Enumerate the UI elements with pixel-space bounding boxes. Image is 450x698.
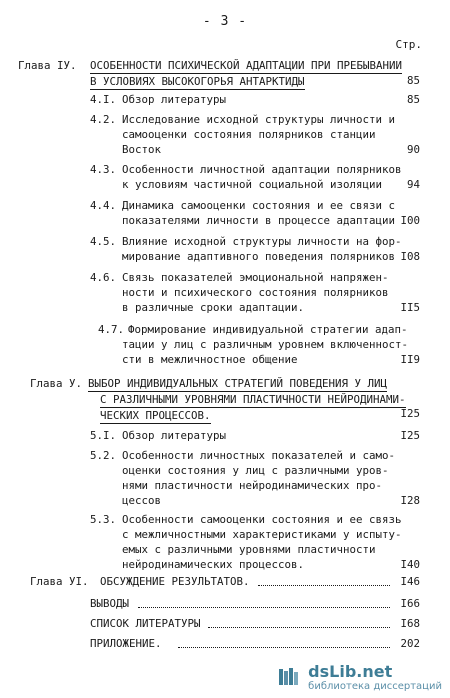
toc-title — [122, 448, 395, 508]
toc-title-line: ности и психического состояния полярников — [122, 286, 389, 299]
toc-page: I00 — [400, 214, 420, 227]
toc-label: 5.3. — [90, 513, 117, 526]
toc-title-line: тации у лиц с различным уровнем включенност- — [122, 338, 409, 351]
toc-title-line: В УСЛОВИЯХ ВЫСОКОГОРЬЯ АНТАРКТИДЫ — [90, 75, 305, 88]
toc-title-line: Особенности личностных показателей и само- — [122, 449, 396, 462]
toc-title-line: сти в межличностное общение — [122, 353, 298, 366]
toc-title-line: Исследование исходной структуры личности и — [122, 113, 396, 126]
toc-title — [122, 428, 226, 443]
toc-page: 94 — [406, 178, 420, 191]
toc-title-line: к условиям частичной социальной изоляции — [122, 178, 383, 191]
toc-title-line: Особенности самооценки состояния и ее связь — [122, 513, 402, 526]
toc-title — [100, 574, 250, 589]
watermark-tagline: библиотека диссертаций — [308, 681, 442, 692]
toc-page: II9 — [400, 353, 420, 366]
dslib-logo — [278, 667, 302, 687]
toc-title-line: СПИСОК ЛИТЕРАТУРЫ — [90, 617, 201, 630]
toc-page: I66 — [400, 597, 420, 610]
toc-title-line: нейродинамических процессов. — [122, 558, 305, 571]
page-column-header: Стр. — [395, 38, 422, 51]
toc-label: Глава IУ. — [18, 59, 77, 72]
toc-label: Глава УI. — [30, 575, 89, 588]
toc-title — [90, 636, 162, 651]
toc-title-line: емых с различными уровнями пластичности — [122, 543, 376, 556]
toc-title — [122, 198, 395, 228]
toc-title-line: с межличностными характеристиками у испыту- — [122, 528, 402, 541]
toc-label: 4.4. — [90, 199, 117, 212]
toc-title — [90, 596, 129, 611]
dot-leader — [258, 585, 390, 586]
toc-page: 85 — [406, 93, 420, 106]
page-number: - 3 - — [202, 14, 248, 29]
toc-title-line: оценки состояния у лиц с различными уров- — [122, 464, 389, 477]
toc-title-line: Связь показателей эмоциональной напряжен- — [122, 271, 389, 284]
toc-label: Глава У. — [30, 377, 83, 390]
toc-title-line: ОБСУЖДЕНИЕ РЕЗУЛЬТАТОВ. — [100, 575, 250, 588]
toc-page: 85 — [406, 74, 420, 87]
toc-label: 4.5. — [90, 235, 117, 248]
toc-label: 4.3. — [90, 163, 117, 176]
toc-title-line: цессов — [122, 494, 162, 507]
toc-title-line: Обзор литературы — [122, 93, 227, 106]
toc-page: I68 — [400, 617, 420, 630]
toc-title — [122, 512, 402, 572]
toc-title — [122, 234, 402, 264]
dot-leader — [208, 627, 390, 628]
toc-label: 4.I. — [90, 93, 117, 106]
watermark — [278, 662, 442, 692]
toc-title-line: Особенности личностной адаптации полярников — [122, 163, 402, 176]
toc-title-line: нями пластичности нейродинамических про- — [122, 479, 383, 492]
toc-title-line: самооценки состояния полярников станции — [122, 128, 376, 141]
toc-title-line: ОСОБЕННОСТИ ПСИХИЧЕСКОЙ АДАПТАЦИИ ПРИ ПРЕБЫВАНИИ — [90, 59, 403, 72]
toc-label: 4.7. — [98, 323, 125, 336]
watermark-brand: dsLib.net — [308, 662, 393, 681]
toc-title — [122, 92, 226, 107]
toc-label: 5.2. — [90, 449, 117, 462]
toc-page: I25 — [400, 429, 420, 442]
toc-title-line: в различные сроки адаптации. — [122, 301, 305, 314]
toc-label: 5.I. — [90, 429, 117, 442]
toc-label: 4.2. — [90, 113, 117, 126]
toc-title-line: ВЫВОДЫ — [90, 597, 130, 610]
toc-title-line: Влияние исходной структуры личности на фор- — [122, 235, 402, 248]
toc-title-line: Восток — [122, 143, 162, 156]
toc-page: 90 — [406, 143, 420, 156]
toc-title-line: ПРИЛОЖЕНИЕ. — [90, 637, 162, 650]
toc-page: II5 — [400, 301, 420, 314]
toc-title-line: Обзор литературы — [122, 429, 227, 442]
toc-page: I46 — [400, 575, 420, 588]
dot-leader — [138, 607, 390, 608]
toc-page: I40 — [400, 558, 420, 571]
toc-label: 4.6. — [90, 271, 117, 284]
toc-title — [90, 616, 201, 631]
book-stack-icon — [278, 667, 302, 687]
toc-title-line: Динамика самооценки состояния и ее связи с — [122, 199, 396, 212]
toc-title-line: С РАЗЛИЧНЫМИ УРОВНЯМИ ПЛАСТИЧНОСТИ НЕЙРОДИНАМИ- — [100, 393, 406, 406]
dot-leader — [178, 647, 390, 648]
toc-title — [122, 270, 389, 315]
toc-page: I08 — [400, 250, 420, 263]
toc-title — [122, 112, 395, 157]
toc-title — [122, 162, 402, 192]
toc-title-line: Формирование индивидуальной стратегии адап- — [128, 323, 408, 336]
toc-title-line: ВЫБОР ИНДИВИДУАЛЬНЫХ СТРАТЕГИЙ ПОВЕДЕНИЯ У ЛИЦ — [88, 377, 388, 390]
toc-page: 202 — [400, 637, 420, 650]
toc-title — [90, 58, 402, 90]
toc-title — [122, 322, 408, 367]
toc-page: I28 — [400, 494, 420, 507]
toc-page: I25 — [400, 407, 420, 420]
toc-title — [88, 376, 406, 424]
toc-title-line: показателями личности в процессе адаптации — [122, 214, 396, 227]
toc-title-line: мирование адаптивного поведения полярников — [122, 250, 396, 263]
toc-title-line: ЧЕСКИХ ПРОЦЕССОВ. — [100, 409, 211, 422]
